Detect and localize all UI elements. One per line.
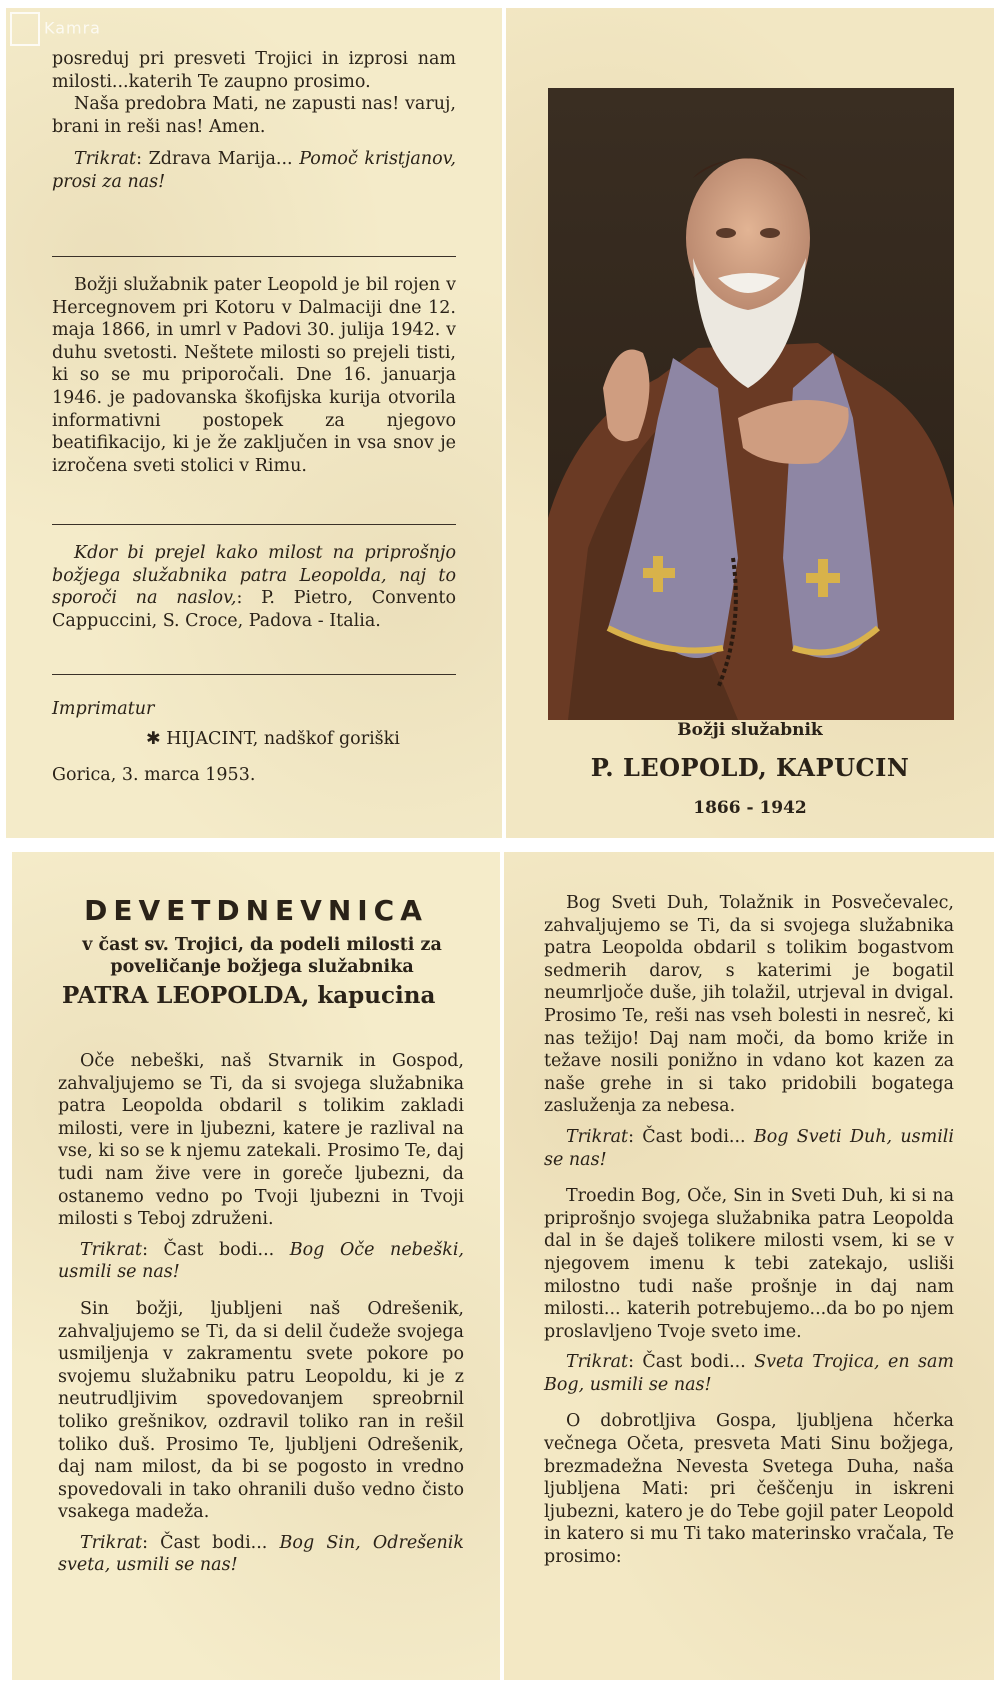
contact-text	[52, 542, 456, 632]
novena-title: DEVETDNEVNICA	[84, 894, 428, 927]
card-back-panel	[6, 8, 502, 838]
refrain	[544, 1126, 954, 1171]
refrain	[52, 148, 456, 193]
refrain-mid: : Čast bodi...	[142, 1239, 290, 1260]
refrain-end: Bog Sveti Duh, usmili se nas!	[544, 1126, 954, 1170]
refrain-mid: : Čast bodi...	[142, 1532, 280, 1553]
imprimatur-label: Imprimatur	[52, 699, 155, 719]
paragraph: Oče nebeški, naš Stvarnik in Gospod, zahvaljujemo se Ti, da si svojega služabnika patra Leopolda obdaril s tolikim zakladi milosti, vere in ljubezni, katere je razlival na vse, ki so se k njemu zatekali. Prosimo Te, daj tudi nam žive vere in goreče ljubezni, da ostanemo vedno po Tvoji ljubezni in Tvoji milosti s Teboj združeni.	[58, 1051, 464, 1230]
watermark-text: Kamra	[44, 18, 101, 38]
refrain-end: Bog Oče nebeški, usmili se nas!	[58, 1239, 464, 1283]
bishop-signature: ✱ HIJACINT, nadškof goriški	[146, 729, 400, 749]
refrain-label: Trikrat	[80, 1239, 143, 1260]
refrain-end: Sveta Trojica, en sam Bog, usmili se nas!	[544, 1352, 954, 1395]
paragraph: Bog Sveti Duh, Tolažnik in Posvečevalec, zahvaljujemo se Ti, da si svojega služabnika patra Leopolda obdaril s tolikim bogastvom sedmerih darov, s katerimi je bogatil neumrljoče duše, jih tolažil, utrjeval in dvigal. Prosimo Te, reši nas vseh bolesti in nesreč, ki nas težijo! Daj nam moči, da bomo križe in težave nosili ponižno in vdano kot kazen za naše grehe in si tako pridobili bogatega zasluženja za nebesa.	[544, 893, 954, 1117]
refrain-mid: : Zdrava Marija...	[136, 149, 300, 170]
novena-subtitle: v čast sv. Trojici, da podeli milosti za poveličanje božjega služabnika	[82, 935, 442, 977]
prayer-text-continuation	[52, 48, 456, 194]
biography-text	[52, 274, 456, 477]
refrain	[58, 1532, 464, 1577]
refrain-end: Bog Sin, Odrešenik sveta, usmili se nas!	[58, 1532, 464, 1576]
novena-text	[544, 892, 954, 1569]
paragraph: Sin božji, ljubljeni naš Odrešenik, zahvaljujemo se Ti, da si delil čudeže svojega usmiljenja v zakramentu svete pokore po svojemu služabniku patru Leopoldu, ki je z neutrudljivim spovedovanjem spreobrnil toliko grešnikov, ozdravil toliko ran in rešil toliko duš. Prosimo Te, ljubljeni Odrešenik, daj nam milost, da bi se pogosto in vredno spovedovali in tako ohranili dušo vedno čisto vsakega madeža.	[58, 1298, 464, 1523]
refrain-end: Pomoč kristjanov, prosi za nas!	[52, 149, 456, 192]
contact-request: Kdor bi prejel kako milost na priprošnjo božjega služabnika patra Leopolda, naj to sporoči na naslov,	[52, 543, 456, 609]
caption-title: P. LEOPOLD, KAPUCIN	[590, 753, 910, 782]
paragraph: Božji služabnik pater Leopold je bil rojen v Hercegnovem pri Kotoru v Dalmaciji dne 12. maja 1866, in umrl v Padovi 30. julija 1942. v duhu svetosti. Neštete milosti so prejeli tisti, ki so se mu priporočali. Dne 16. januarja 1946. je padovanska škofijska kurija otvorila informativni postopek za njegovo beatifikacijo, ki je že zaključen in vsa snov je izročena sveti stolici v Rimu.	[52, 275, 456, 476]
novena-name-heading: PATRA LEOPOLDA, kapucina	[62, 982, 436, 1009]
card-front-panel	[506, 8, 994, 838]
caption-subtitle: Božji služabnik	[677, 720, 823, 740]
refrain-label: Trikrat	[566, 1126, 629, 1147]
paragraph: posreduj pri presveti Trojici in izprosi nam milosti...katerih Te zaupno prosimo.	[52, 49, 456, 92]
refrain	[544, 1351, 954, 1396]
divider	[52, 674, 456, 675]
refrain-mid: : Čast bodi...	[628, 1126, 754, 1147]
watermark-icon	[10, 12, 40, 46]
paragraph	[52, 542, 456, 632]
contact-address: : P. Pietro, Convento Cappuccini, S. Croce, Padova - Italia.	[52, 588, 456, 631]
divider	[52, 256, 456, 257]
refrain	[58, 1239, 464, 1284]
divider	[52, 524, 456, 525]
novena-second-page	[504, 852, 994, 1680]
novena-text	[58, 1050, 464, 1577]
refrain-label: Trikrat	[80, 1532, 143, 1553]
watermark-logo	[10, 12, 101, 46]
paragraph: Troedin Bog, Oče, Sin in Sveti Duh, ki si na priprošnjo svojega služabnika patra Leopolda dal in še daješ tolikere milosti vsem, ki se v njegovem imenu k tebi zatekajo, usliši milostno tudi naše prošnje in daj nam milosti... katerih potrebujemo...da bo po njem proslavljeno Tvoje sveto ime.	[544, 1186, 954, 1342]
refrain-label: Trikrat	[566, 1352, 629, 1373]
saint-portrait-image	[548, 88, 954, 720]
refrain-mid: : Čast bodi...	[628, 1352, 755, 1373]
paragraph: Naša predobra Mati, ne zapusti nas! varuj, brani in reši nas! Amen.	[52, 94, 456, 137]
paragraph: O dobrotljiva Gospa, ljubljena hčerka večnega Očeta, presveta Mati Sinu božjega, brezmadežna Nevesta Svetega Duha, naša ljubljena Mati: pri češčenju in iskreni ljubezni, katero je do Tebe gojil pater Leopold in katero si mu Ti tako materinsko vračala, Te prosimo:	[544, 1411, 954, 1568]
refrain-label: Trikrat	[74, 149, 137, 170]
imprimatur-date: Gorica, 3. marca 1953.	[52, 765, 256, 785]
caption-dates: 1866 - 1942	[693, 798, 807, 818]
novena-first-page	[12, 852, 500, 1680]
